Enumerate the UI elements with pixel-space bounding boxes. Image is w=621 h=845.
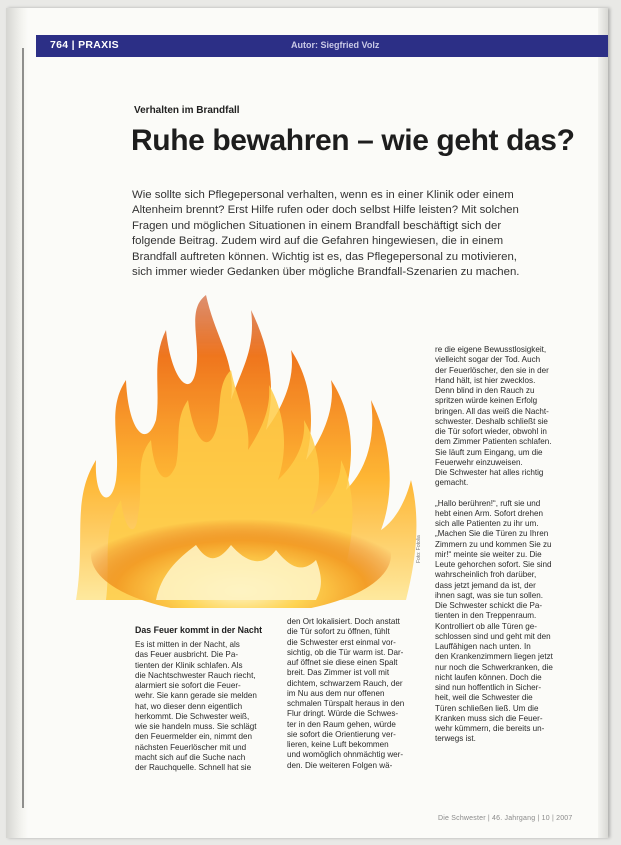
body-text-line: Zimmern zu und kommen Sie zu <box>435 539 552 549</box>
magazine-page <box>6 8 608 838</box>
body-text-line: auf öffnet sie diese einen Spalt <box>287 658 398 667</box>
body-text-line: Flur dringt. Würde die Schwes- <box>287 709 399 719</box>
body-text-line: der Feuerlöscher, den sie in der <box>435 365 549 375</box>
article-kicker: Verhalten im Brandfall <box>134 105 240 116</box>
body-text-line: gemacht. <box>435 478 469 488</box>
body-text-line: nicht laufen können. Doch die <box>435 672 542 682</box>
body-text-line: und womöglich ohnmächtig wer- <box>287 750 404 760</box>
page-edge <box>598 8 608 838</box>
body-text-line: Leute gehorchen sofort. Sie sind <box>435 560 552 569</box>
body-text-line: Es ist mitten in der Nacht, als <box>135 640 240 649</box>
body-text-line: heit, weil die Schwester die <box>435 693 533 703</box>
body-text-line: wehr. Sie kann gerade sie melden <box>135 691 257 701</box>
body-text-line: Hand hält, ist hier zwecklos. <box>435 375 536 385</box>
page-section-label: 764 | PRAXIS <box>50 39 119 51</box>
body-text-line: die Nachtschwester Rauch riecht, <box>135 670 256 680</box>
body-text-line: wie sie handeln muss. Sie schlägt <box>135 722 257 731</box>
body-text-line: schmalen Türspalt heraus in den <box>287 699 405 708</box>
body-text-line: wehr kümmern, die bereits un- <box>435 724 545 733</box>
body-text-line: spritzen würde keinen Erfolg <box>435 396 538 406</box>
body-text-line: „Hallo berühren!“, ruft sie und <box>435 498 541 508</box>
body-text-line: dem Zimmer Patienten schlafen. <box>435 437 552 447</box>
body-text-line: nur noch die Schwerkranken, die <box>435 662 553 672</box>
paragraph-gap <box>435 489 585 499</box>
article-lead <box>132 188 582 280</box>
body-text-line: „Machen Sie die Türen zu Ihren <box>435 529 549 539</box>
body-text-line: den Krankenzimmern liegen jetzt <box>435 652 553 662</box>
body-text-line: den Ort lokalisiert. Doch anstatt <box>287 617 400 626</box>
lead-line: Altenheim brennt? Erst Hilfe rufen oder doch selbst Hilfe leisten? Mit solchen <box>132 204 519 217</box>
body-text-line: breit. Das Zimmer ist voll mit <box>287 668 390 678</box>
body-text-line: alarmiert sie sofort die Feuer- <box>135 681 241 690</box>
article-title: Ruhe bewahren – wie geht das? <box>131 124 575 157</box>
body-text-line: Lauffähigen nach unten. In <box>435 642 531 651</box>
section-subheading: Das Feuer kommt in der Nacht <box>135 625 263 635</box>
body-text-line: den. Die weiteren Folgen wä- <box>287 760 393 770</box>
body-text-line: die Tür sofort zu öffnen, fühlt <box>287 627 390 637</box>
body-text-line: Denn blind in den Rauch zu <box>435 386 535 395</box>
body-text-line: der Rauchquelle. Schnell hat sie <box>135 763 252 772</box>
body-text-line: lieren, keine Luft bekommen <box>287 740 389 749</box>
body-text-line: nächsten Feuerlöscher mit und <box>135 742 247 752</box>
body-text-line: sich alle Patienten zu ihr um. <box>435 519 539 528</box>
body-text-line: den Feuermelder ein, nimmt den <box>135 732 252 742</box>
body-text-line: re die eigene Bewusstlosigkeit, <box>435 345 547 354</box>
body-text-line: sichtig, ob die Tür warm ist. Dar- <box>287 647 404 657</box>
body-text-line: dichtem, schwarzem Rauch, der <box>287 678 403 688</box>
body-text-line: Kontrolliert ob alle Türen ge- <box>435 621 537 631</box>
body-text-line: hebt einen Arm. Sofort drehen <box>435 508 543 518</box>
body-text-line: im Nu aus dem nur offenen <box>287 688 385 698</box>
body-text-line: hat, wo dieser denn eigentlich <box>135 701 243 711</box>
author-credit: Autor: Siegfried Volz <box>291 40 380 50</box>
body-text-line: vielleicht sogar der Tod. Auch <box>435 355 541 365</box>
body-text-line: schlossen sind und geht mit den <box>435 631 551 641</box>
fire-photo <box>66 290 428 608</box>
body-text-line: die Tür sofort wieder, obwohl in <box>435 427 547 436</box>
body-text-line: das Feuer ausbricht. Die Pa- <box>135 650 239 660</box>
body-text-line: wahrscheinlich froh darüber, <box>435 570 537 580</box>
body-text-line: ihnen sagt, was sie tun sollen. <box>435 590 543 600</box>
lead-line: Fragen und möglichen Situationen in einem Brandfall beschäftigt sich der <box>132 219 502 232</box>
lead-line: Brandfall auftreten können. Wichtig ist es, das Pflegepersonal zu motivieren, <box>132 250 517 263</box>
body-text-line: Feuerwehr einzuweisen. <box>435 457 523 467</box>
body-text-line: bringen. All das weiß die Nacht- <box>435 406 549 416</box>
body-text-line: herkommt. Die Schwester weiß, <box>135 711 250 721</box>
body-text-line: Türen schließen ließ. Um die <box>435 703 539 713</box>
body-text-line: tienten der Klinik schlafen. Als <box>135 660 243 670</box>
lead-line: folgende Beitrag. Zudem wird auf die Gefahren hingewiesen, die in einem <box>132 235 504 248</box>
spine-line <box>22 48 24 808</box>
body-text-line: macht sich auf die Suche nach <box>135 752 246 762</box>
body-text-line: Die Schwester schickt die Pa- <box>435 601 543 610</box>
body-text-line: Sie läuft zum Eingang, um die <box>435 447 543 457</box>
body-text-line: dass jetzt jemand da ist, der <box>435 580 536 590</box>
page-footer: Die Schwester | 46. Jahrgang | 10 | 2007 <box>438 815 573 822</box>
lead-line: sich immer wieder Gedanken über mögliche Brandfall-Szenarien zu machen. <box>132 266 520 279</box>
body-text-line: tienten in den Treppenraum. <box>435 611 537 621</box>
body-text-line: terwegs ist. <box>435 734 476 744</box>
body-text-line: sind nun hoffentlich in Sicher- <box>435 683 542 692</box>
body-column-1 <box>135 625 281 773</box>
body-text-line: Die Schwester hat alles richtig <box>435 468 544 477</box>
body-text-line: schwester. Deshalb schließt sie <box>435 416 548 426</box>
page-spine <box>6 8 28 838</box>
body-column-2 <box>287 617 437 771</box>
header-band <box>36 35 608 57</box>
body-text-line: ter in den Raum gehen, würde <box>287 719 396 729</box>
photo-credit: Foto: Fotolia <box>416 535 422 563</box>
flames <box>76 295 416 608</box>
body-text-line: Kranken muss sich die Feuer- <box>435 713 543 723</box>
body-text-line: die Schwester erst einmal vor- <box>287 637 396 647</box>
body-column-3 <box>435 345 585 745</box>
body-text-line: sie sofort die Orientierung ver- <box>287 729 396 739</box>
lead-line: Wie sollte sich Pflegepersonal verhalten, wenn es in einer Klinik oder einem <box>132 189 514 201</box>
body-text-line: mir!“ meinte sie weiter zu. Die <box>435 549 542 559</box>
